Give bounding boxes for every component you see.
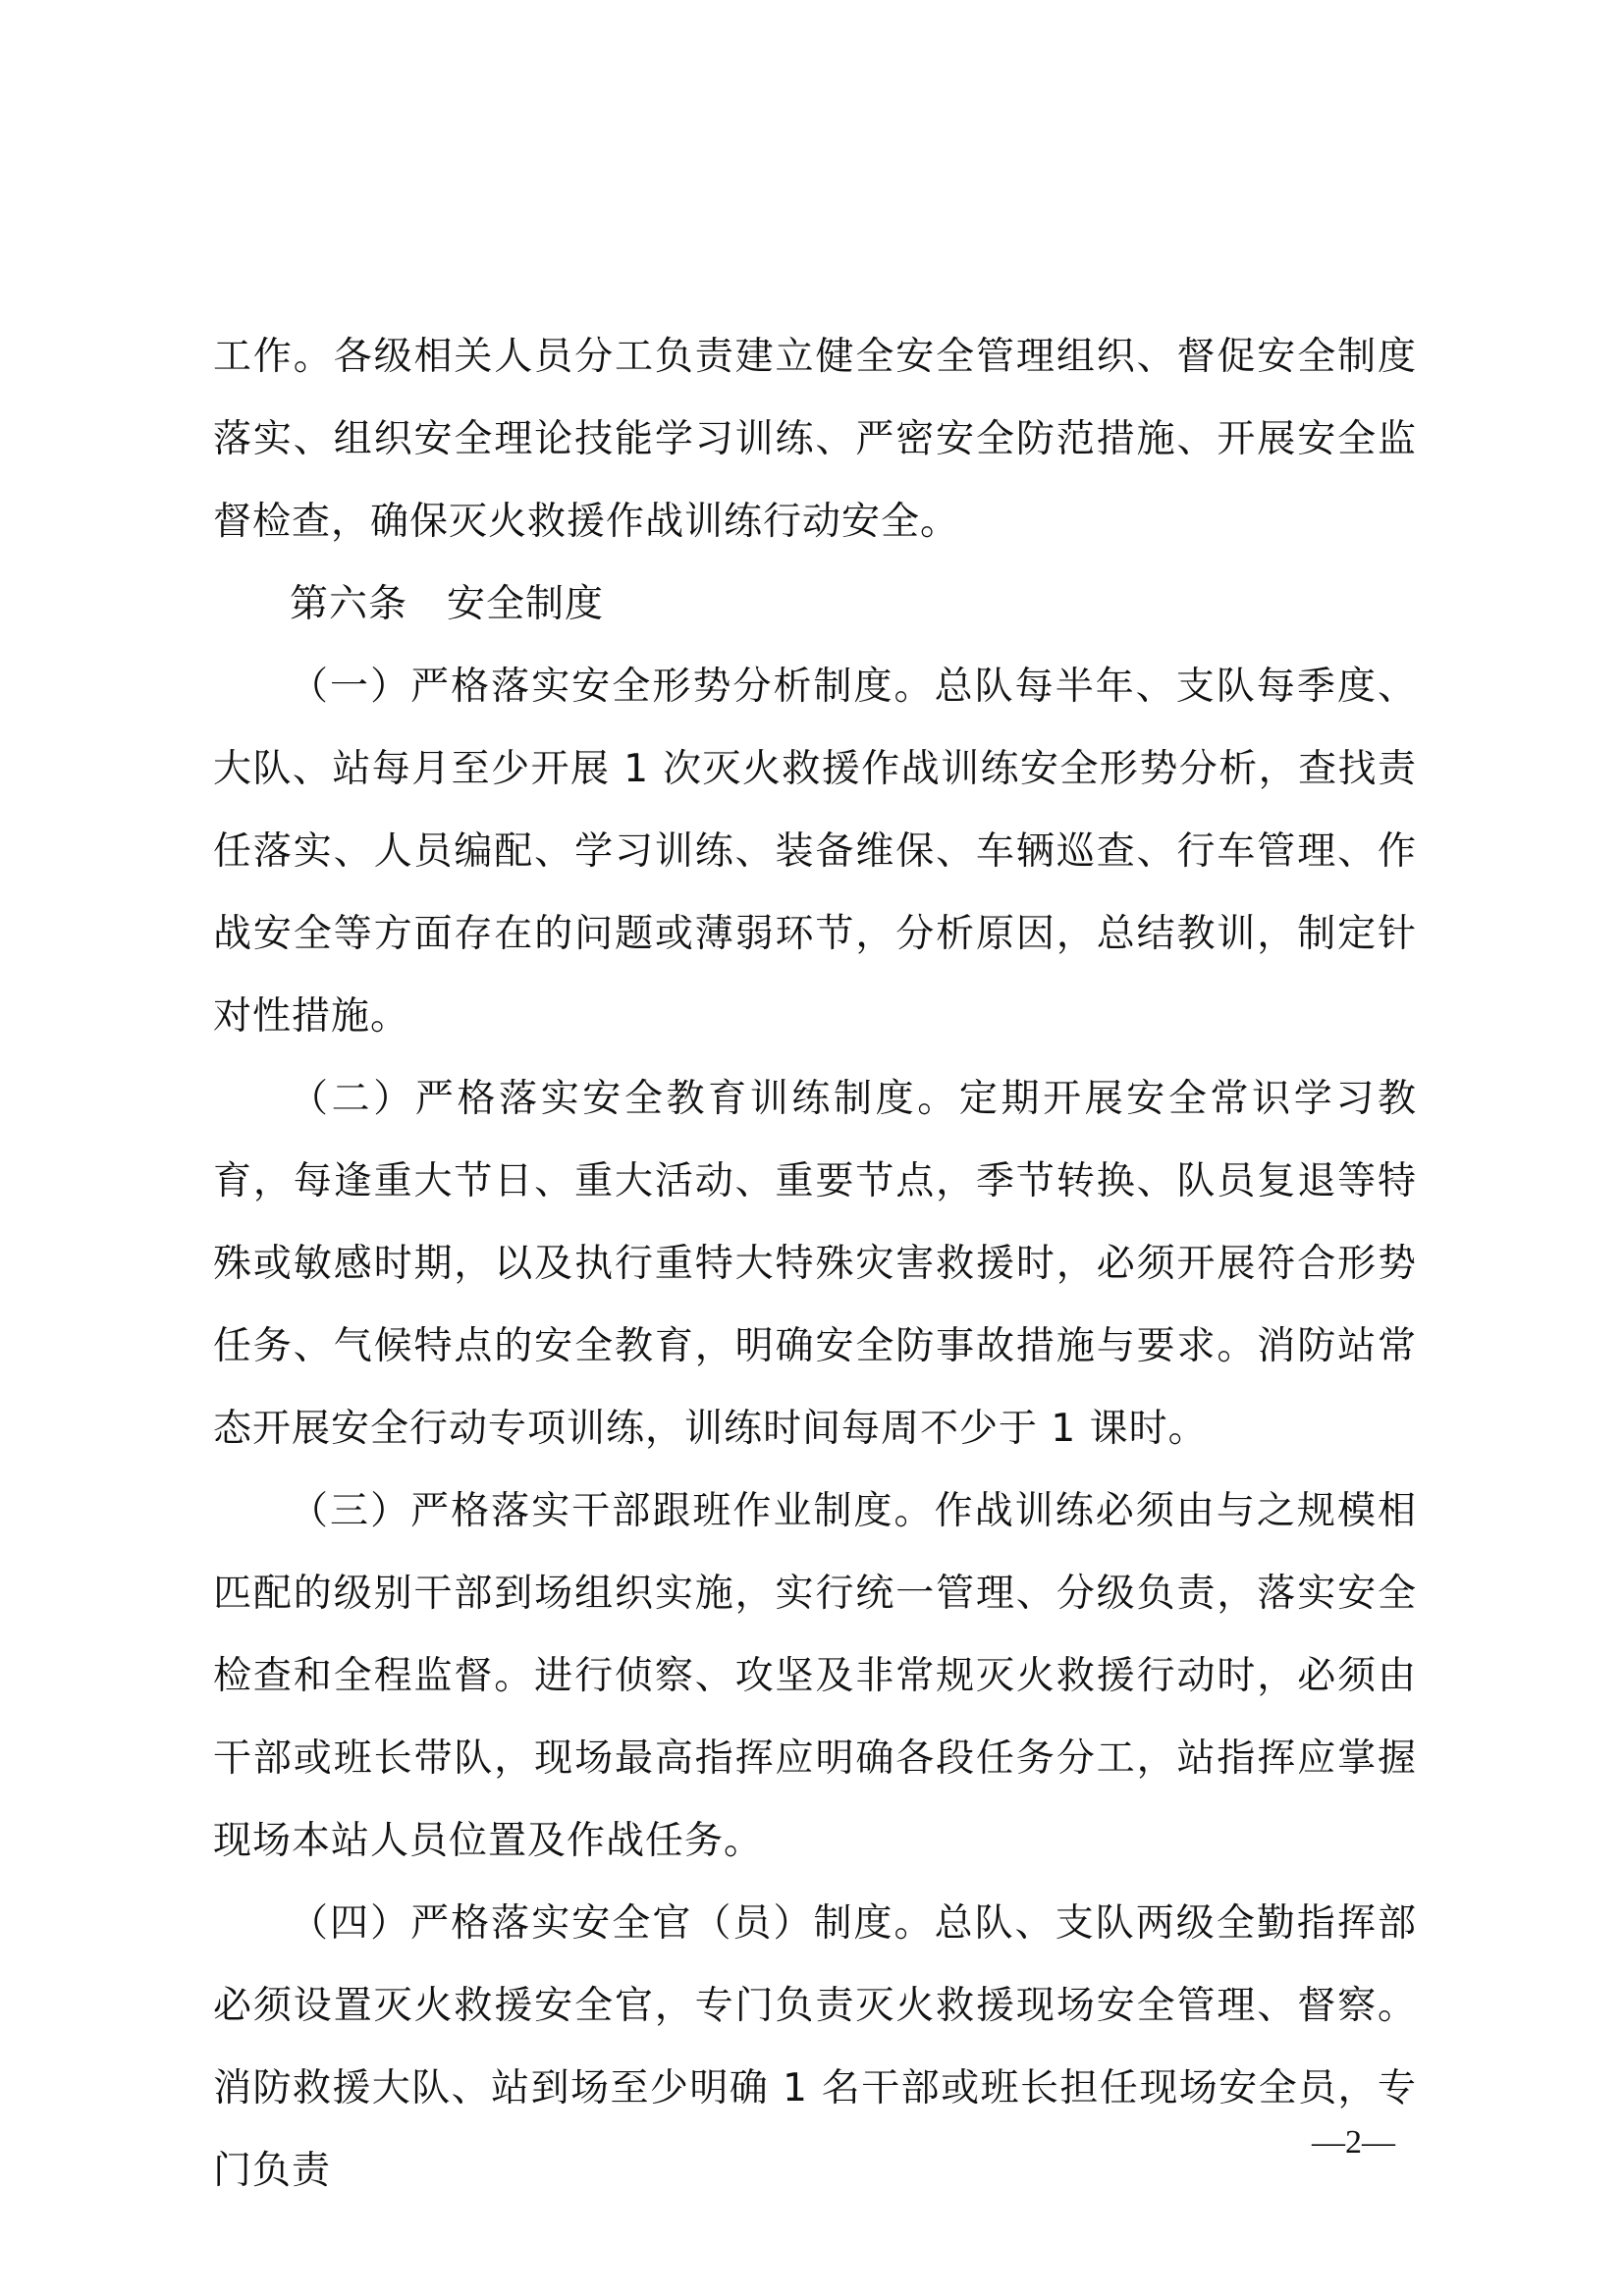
article-six-heading: 第六条 安全制度 (290, 582, 605, 626)
paragraph-item-4-safety-officer: （四）严格落实安全官（员）制度。总队、支队两级全勤指挥部必须设置灭火救援安全官，专门负责灭火救援现场安全管理、督察。消防救援大队、站到场至少明确 1 名干部或班长担任现场安全员，专门负责 (213, 1901, 1417, 2193)
paragraph-item-2-education-training: （二）严格落实安全教育训练制度。定期开展安全常识学习教育，每逢重大节日、重大活动、重要节点，季节转换、队员复退等特殊或敏感时期，以及执行重特大特殊灾害救援时，必须开展符合形势任务、气候特点的安全教育，明确安全防事故措施与要求。消防站常态开展安全行动专项训练，训练时间每周不少于 1 课时。 (213, 1077, 1417, 1451)
document-body (213, 316, 1417, 2213)
page-number: —2— (1312, 2124, 1395, 2161)
paragraph-item-1-situation-analysis: （一）严格落实安全形势分析制度。总队每半年、支队每季度、大队、站每月至少开展 1 次灭火救援作战训练安全形势分析，查找责任落实、人员编配、学习训练、装备维保、车辆巡查、行车管理、作战安全等方面存在的问题或薄弱环节，分析原因，总结教训，制定针对性措施。 (213, 665, 1417, 1039)
paragraph-item-3-cadre-shift: （三）严格落实干部跟班作业制度。作战训练必须由与之规模相匹配的级别干部到场组织实施，实行统一管理、分级负责，落实安全检查和全程监督。进行侦察、攻坚及非常规灭火救援行动时，必须由干部或班长带队，现场最高指挥应明确各段任务分工，站指挥应掌握现场本站人员位置及作战任务。 (213, 1489, 1417, 1863)
paragraph-continued-work: 工作。各级相关人员分工负责建立健全安全管理组织、督促安全制度落实、组织安全理论技能学习训练、严密安全防范措施、开展安全监督检查，确保灭火救援作战训练行动安全。 (213, 335, 1417, 544)
